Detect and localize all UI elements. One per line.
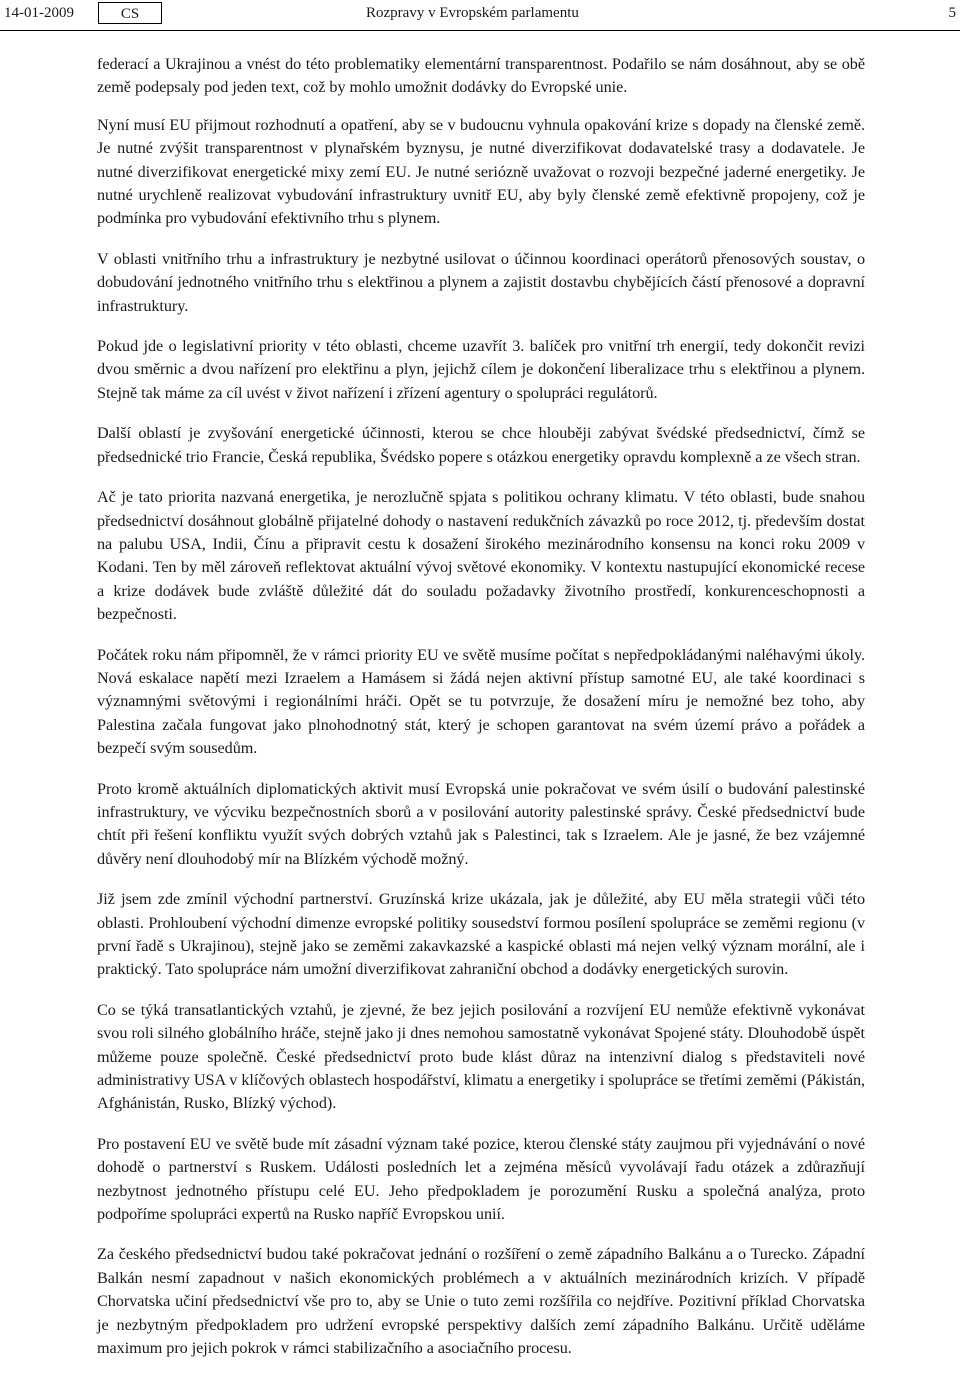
paragraph: Proto kromě aktuálních diplomatických aktivit musí Evropská unie pokračovat ve svém úsilí o budování palestinské infrastruktury, ve výcviku bezpečnostních sborů a v posilování autority palestinské správy. České předsednictví bude chtít při řešení konfliktu využít svých dobrých vztahů jak s Palestinci, tak s Izraelem. Ale je jasné, že bez vzájemné důvěry není dlouhodobý mír na Blízkém východě možný. xyxy=(97,779,865,868)
paragraph: Další oblastí je zvyšování energetické účinnosti, kterou se chce hlouběji zabývat švédské předsednictví, čímž se předsednické trio Francie, Česká republika, Švédsko popere s otázkou energetiky opravdu komplexně a ze všech stran. xyxy=(97,424,865,466)
paragraph: Za českého předsednictví budou také pokračovat jednání o rozšíření o země západního Balkánu a o Turecko. Západní Balkán nesmí zapadnout v našich ekonomických problémech a v aktuálních mezinárodních krizích. V případě Chorvatska učiní předsednictví vše pro to, aby se Unie o tuto zemi rozšířila co nejdříve. Pozitivní příklad Chorvatska je nezbytným předpokladem pro udržení evropské perspektivy dalších zemí západního Balkánu. Určitě uděláme maximum pro jejich pokrok v rámci stabilizačního a asociačního procesu. xyxy=(97,1245,865,1358)
paragraph: Již jsem zde zmínil východní partnerství. Gruzínská krize ukázala, jak je důležité, aby EU měla strategii vůči této oblasti. Prohloubení východní dimenze evropské politiky sousedství formou posílení spolupráce se zeměmi regionu (v první řadě s Ukrajinou), stejně jako se zeměmi zakavkazské a kaspické oblasti má nejen velký význam morální, ale i praktický. Tato spolupráce nám umožní diverzifikovat zahraniční obchod a dodávky energetických surovin. xyxy=(97,890,865,979)
paragraph: Co se týká transatlantických vztahů, je zjevné, že bez jejich posilování a rozvíjení EU nemůže efektivně vykonávat svou roli silného globálního hráče, stejně jako ji dnes nemohou samostatně vykonávat Spojené státy. Dlouhodobě úspět můžeme pouze společně. České předsednictví proto bude klást důraz na intenzivní dialog s představiteli nové administrativy USA v klíčových oblastech hospodářství, klimatu a energetiky i spolupráce se třetími zeměmi (Pákistán, Afghánistán, Rusko, Blízký východ). xyxy=(97,1000,865,1113)
language-badge: CS xyxy=(98,2,162,24)
publication-title: Rozpravy v Evropském parlamentu xyxy=(366,5,579,21)
page-number: 5 xyxy=(948,5,956,21)
paragraph: federací a Ukrajinou a vnést do této problematiky elementární transparentnost. Podařilo se nám dosáhnout, aby se obě země podepsaly pod jeden text, což by mohlo umožnit dodávky do Evropské unie. xyxy=(97,55,865,97)
paragraph: Ač je tato priorita nazvaná energetika, je nerozlučně spjata s politikou ochrany klimatu. V této oblasti, bude snahou předsednictví dosáhnout globálně přijatelné dohody o nastavení redukčních závazků po roce 2012, tj. především dostat na palubu USA, Indii, Čínu a připravit cestu k dosažení širokého mezinárodního konsensu na konci roku 2009 v Kodani. Ten by měl zároveň reflektovat aktuální vývoj světové ekonomiky. V kontextu nastupující ekonomické recese a krize dodávek bude zvláště důležité dát do souladu požadavky životního prostředí, konkurenceschopnosti a bezpečnosti. xyxy=(97,488,865,624)
header-date: 14-01-2009 xyxy=(4,5,74,21)
page-header xyxy=(0,0,960,32)
paragraph: Nyní musí EU přijmout rozhodnutí a opatření, aby se v budoucnu vyhnula opakování krize s dopady na členské země. Je nutné zvýšit transparentnost v plynařském byznysu, je nutné diverzifikovat dodavatelské trasy a dodavatele. Je nutné diverzifikovat energetické mixy zemí EU. Je nutné seriózně uvažovat o rozvoji bezpečné jaderné energetiky. Je nutné urychleně realizovat vybudování infrastruktury uvnitř EU, aby byly členské země efektivně propojeny, což je podmínka pro vybudování efektivního trhu s plynem. xyxy=(97,115,865,228)
paragraph: V oblasti vnitřního trhu a infrastruktury je nezbytné usilovat o účinnou koordinaci operátorů přenosových soustav, o dobudování jednotného vnitřního trhu s elektřinou a plynem a zajistit dostavbu chybějících částí přenosové a dopravní infrastruktury. xyxy=(97,249,865,315)
document-body xyxy=(97,53,865,1378)
paragraph: Pro postavení EU ve světě bude mít zásadní význam také pozice, kterou členské státy zaujmou při vyjednávání o nové dohodě o partnerství s Ruskem. Události posledních let a zejména měsíců vyvolávají řadu otázek a zdůrazňují nezbytnost jednotného přístupu celé EU. Jeho předpokladem je porozumění Rusku a společná analýza, proto podpoříme spolupráci expertů na Rusko napříč Evropskou unií. xyxy=(97,1134,865,1224)
header-divider xyxy=(0,30,960,31)
paragraph: Počátek roku nám připomněl, že v rámci priority EU ve světě musíme počítat s nepředpokládanými naléhavými úkoly. Nová eskalace napětí mezi Izraelem a Hamásem si žádá nejen aktivní přístup samotné EU, ale také koordinaci s významnými světovými i regionálními hráči. Opět se tu potvrzuje, že dosažení míru je nemožné bez toho, aby Palestina začala fungovat jako plnohodnotný stát, který je schopen garantovat na svém území právo a pořádek a bezpečí svým sousedům. xyxy=(97,645,865,758)
paragraph: Pokud jde o legislativní priority v této oblasti, chceme uzavřít 3. balíček pro vnitřní trh energií, tedy dokončit revizi dvou směrnic a dvou nařízení pro elektřinu a plyn, jejichž cílem je dokončení liberalizace trhu s elektřinou a plynem. Stejně tak máme za cíl uvést v život nařízení i zřízení agentury o spolupráci regulátorů. xyxy=(97,337,865,402)
